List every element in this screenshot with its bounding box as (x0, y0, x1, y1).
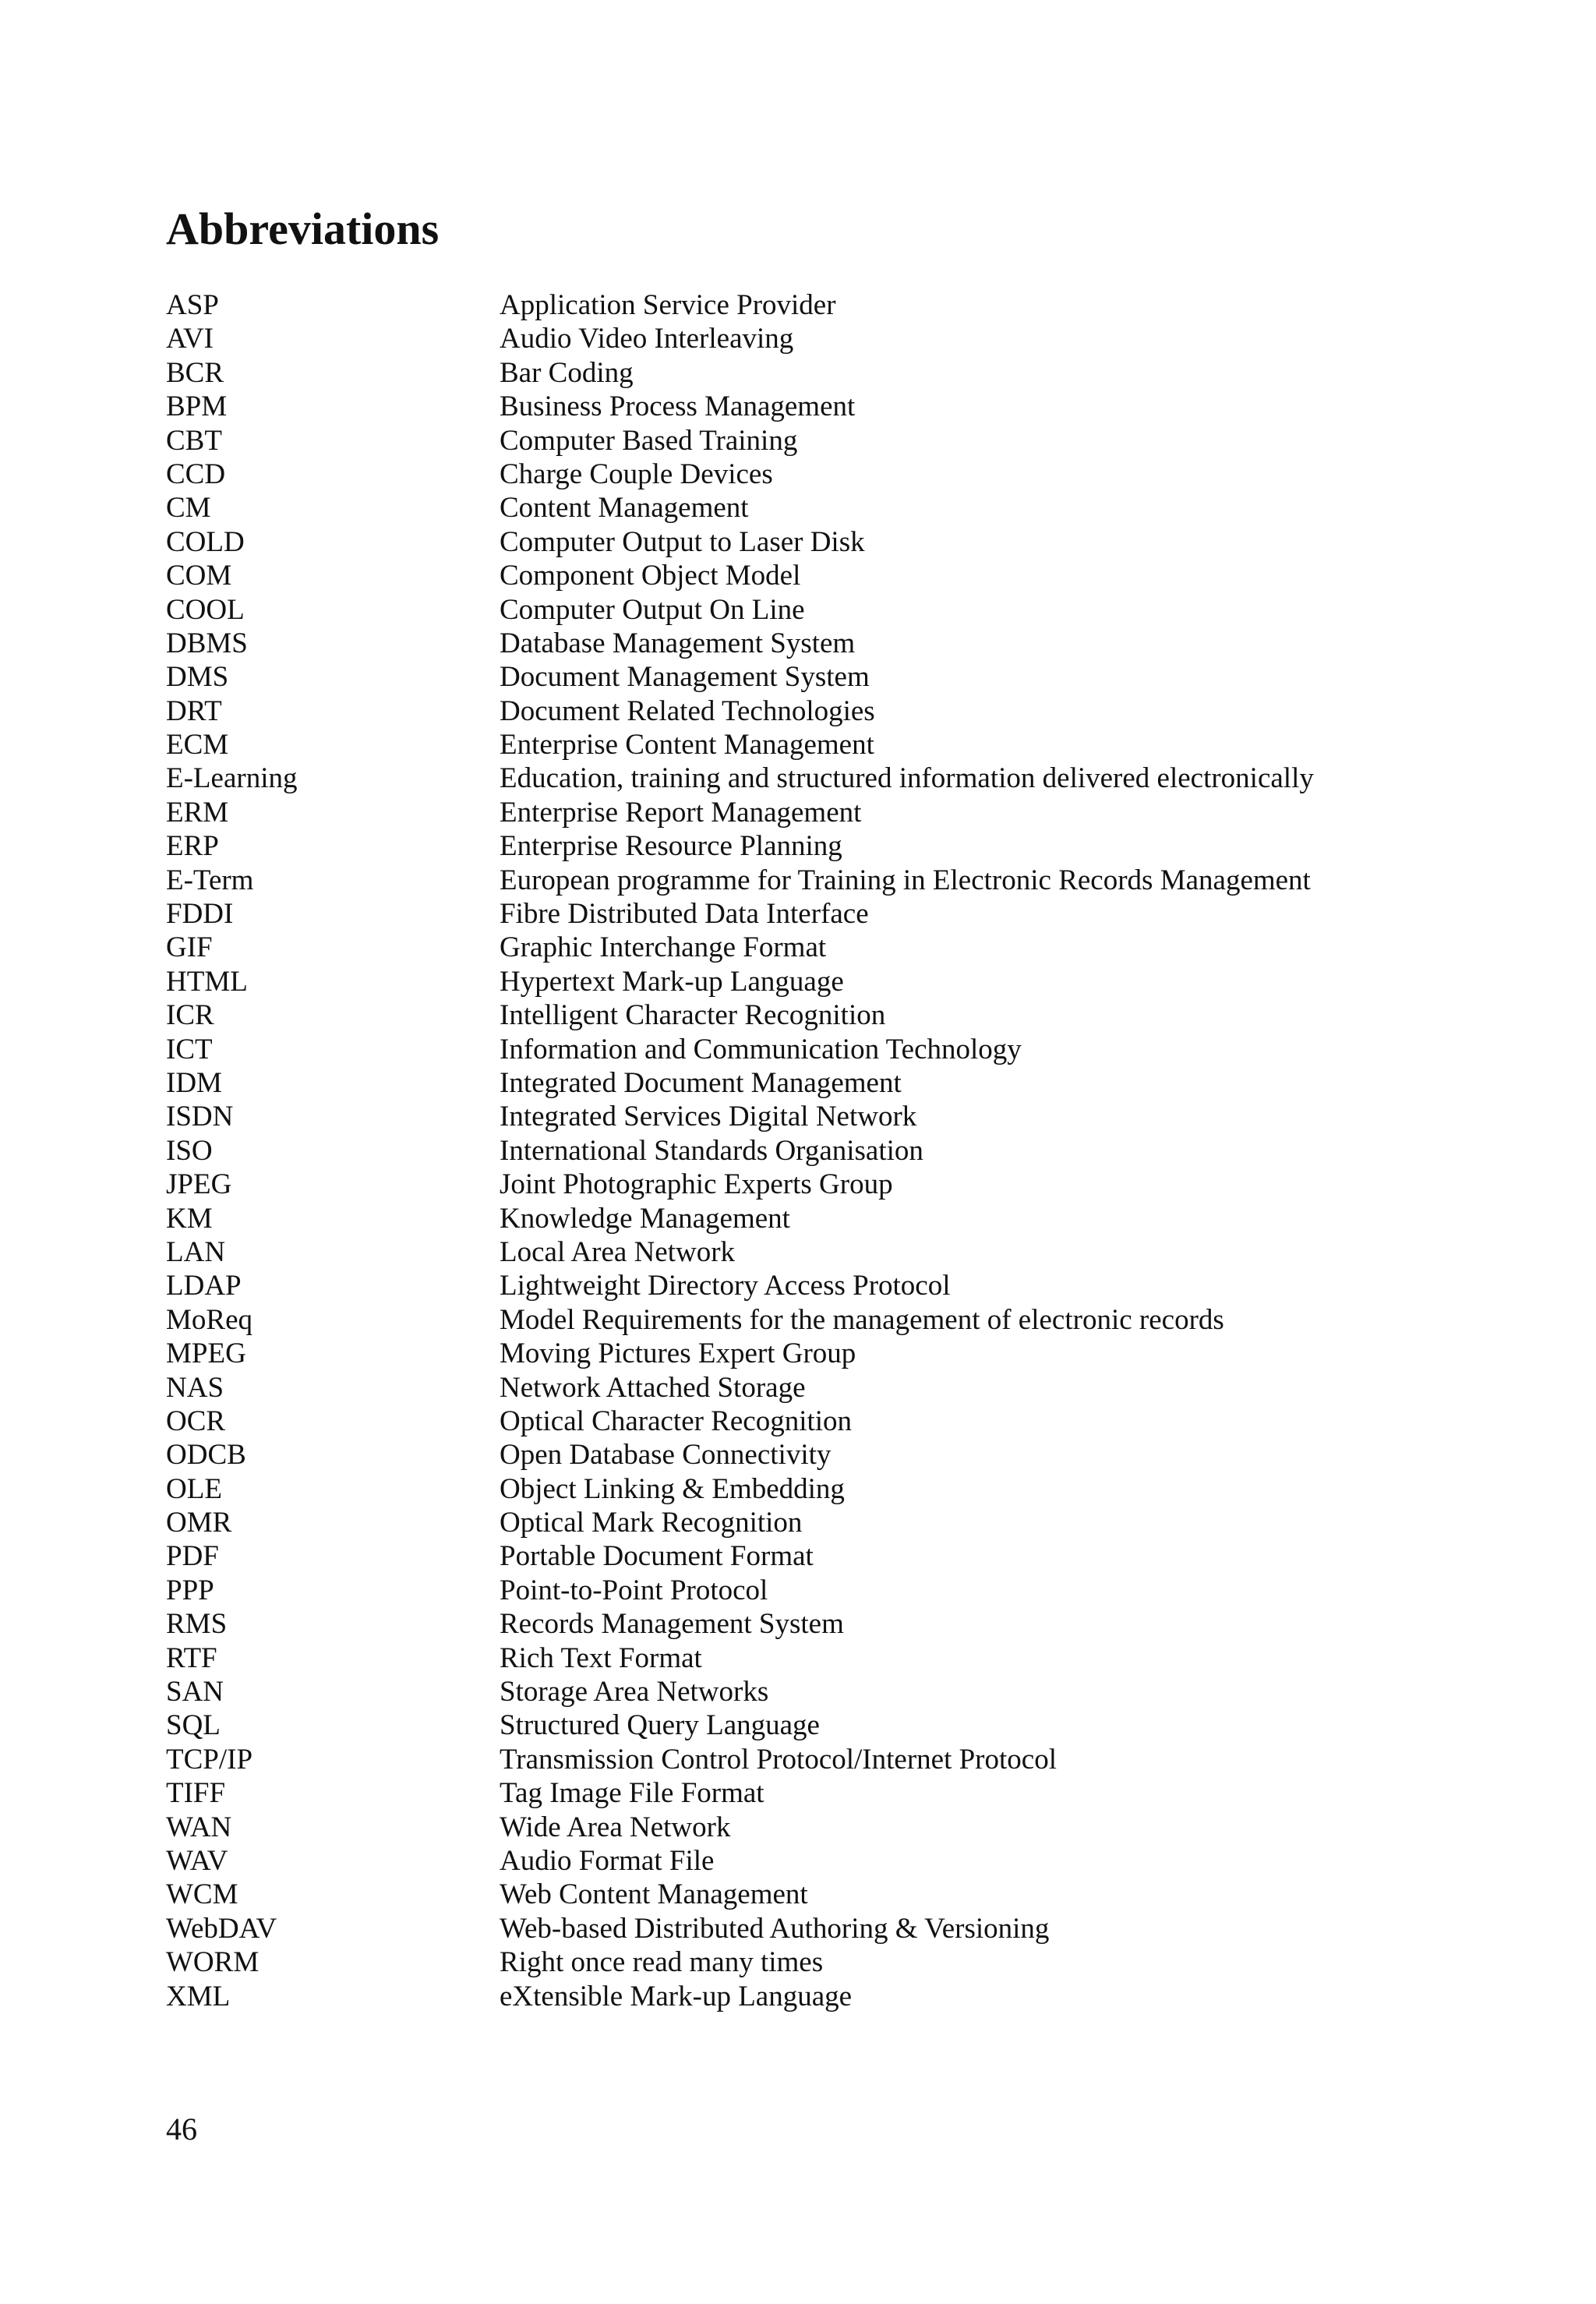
abbreviation-row (166, 1100, 1428, 1133)
abbreviation-term: NAS (166, 1371, 224, 1404)
abbreviation-term: OCR (166, 1405, 226, 1437)
abbreviation-definition: Business Process Management (500, 390, 856, 423)
abbreviation-row (166, 390, 1428, 423)
abbreviation-term: MPEG (166, 1338, 246, 1370)
abbreviation-definition: Tag Image File Format (500, 1777, 764, 1810)
abbreviation-row (166, 322, 1428, 355)
abbreviation-term: ASP (166, 289, 219, 321)
abbreviation-term: LAN (166, 1235, 226, 1268)
abbreviation-row (166, 424, 1428, 458)
abbreviation-definition: Information and Communication Technology (500, 1033, 1022, 1065)
abbreviation-definition: eXtensible Mark-up Language (500, 1980, 853, 2012)
abbreviation-term: PDF (166, 1540, 219, 1573)
abbreviation-term: AVI (166, 323, 214, 355)
abbreviation-term: OLE (166, 1472, 222, 1505)
abbreviation-row (166, 1811, 1428, 1844)
abbreviation-definition: Document Management System (500, 661, 870, 694)
abbreviation-term: KM (166, 1202, 213, 1235)
abbreviation-row (166, 1472, 1428, 1506)
abbreviation-row (166, 356, 1428, 390)
abbreviation-definition: Transmission Control Protocol/Internet Protocol (500, 1743, 1057, 1776)
abbreviation-term: ODCB (166, 1439, 246, 1472)
abbreviation-row (166, 525, 1428, 559)
abbreviation-definition: European programme for Training in Electronic Records Management (500, 864, 1311, 896)
abbreviation-term: ISO (166, 1134, 213, 1167)
abbreviation-definition: Charge Couple Devices (500, 458, 773, 490)
abbreviation-definition: Object Linking & Embedding (500, 1472, 845, 1505)
abbreviation-term: ERM (166, 796, 229, 829)
abbreviation-definition: Portable Document Format (500, 1540, 814, 1573)
abbreviation-definition: Web-based Distributed Authoring & Versioning (500, 1912, 1050, 1945)
page-title: Abbreviations (166, 203, 440, 254)
abbreviation-term: DMS (166, 661, 229, 694)
abbreviation-term: JPEG (166, 1168, 232, 1201)
abbreviation-term: SQL (166, 1709, 221, 1742)
abbreviation-definition: Knowledge Management (500, 1202, 790, 1235)
abbreviation-definition: Moving Pictures Expert Group (500, 1338, 856, 1370)
abbreviation-term: MoReq (166, 1303, 252, 1336)
abbreviation-row (166, 694, 1428, 728)
abbreviation-term: WebDAV (166, 1912, 277, 1945)
abbreviation-row (166, 288, 1428, 322)
abbreviation-term: TIFF (166, 1777, 226, 1810)
abbreviation-definition: Computer Based Training (500, 424, 798, 457)
abbreviation-term: SAN (166, 1676, 224, 1709)
abbreviation-row (166, 965, 1428, 998)
abbreviation-row (166, 1980, 1428, 2013)
abbreviation-row (166, 864, 1428, 897)
abbreviation-definition: Document Related Technologies (500, 694, 875, 727)
abbreviation-term: OMR (166, 1507, 232, 1539)
abbreviation-definition: Database Management System (500, 627, 856, 659)
abbreviation-term: HTML (166, 965, 248, 998)
abbreviation-row (166, 1539, 1428, 1573)
abbreviation-row (166, 1607, 1428, 1641)
abbreviation-definition: Optical Character Recognition (500, 1405, 853, 1437)
abbreviation-definition: Lightweight Directory Access Protocol (500, 1270, 951, 1302)
abbreviation-row (166, 627, 1428, 660)
abbreviation-term: PPP (166, 1574, 214, 1606)
abbreviation-row (166, 660, 1428, 694)
abbreviation-definition: Optical Mark Recognition (500, 1507, 803, 1539)
abbreviation-row (166, 559, 1428, 592)
abbreviation-definition: Network Attached Storage (500, 1371, 806, 1404)
abbreviation-row (166, 1033, 1428, 1066)
abbreviation-definition: International Standards Organisation (500, 1134, 923, 1167)
abbreviation-definition: Joint Photographic Experts Group (500, 1168, 893, 1201)
abbreviation-row (166, 1269, 1428, 1302)
abbreviation-term: ECM (166, 729, 229, 762)
abbreviation-term: LDAP (166, 1270, 242, 1302)
abbreviation-term: ERP (166, 830, 219, 863)
abbreviation-row (166, 491, 1428, 525)
abbreviation-definition: Fibre Distributed Data Interface (500, 898, 869, 931)
abbreviation-definition: Computer Output to Laser Disk (500, 525, 865, 558)
abbreviation-term: WCM (166, 1878, 238, 1911)
abbreviation-term: CBT (166, 424, 222, 457)
abbreviation-definition: Intelligent Character Recognition (500, 999, 886, 1032)
abbreviation-row (166, 1912, 1428, 1945)
abbreviation-definition: Enterprise Resource Planning (500, 830, 842, 863)
abbreviation-definition: Structured Query Language (500, 1709, 820, 1742)
abbreviation-definition: Integrated Services Digital Network (500, 1101, 917, 1133)
abbreviation-row (166, 1438, 1428, 1472)
abbreviation-row (166, 1844, 1428, 1878)
abbreviation-row (166, 728, 1428, 762)
abbreviation-term: DBMS (166, 627, 248, 659)
abbreviation-definition: Storage Area Networks (500, 1676, 769, 1709)
abbreviation-row (166, 1405, 1428, 1438)
abbreviation-definition: Rich Text Format (500, 1641, 702, 1674)
abbreviation-row (166, 1303, 1428, 1337)
abbreviation-row (166, 796, 1428, 829)
abbreviation-term: FDDI (166, 898, 234, 931)
abbreviation-definition: Wide Area Network (500, 1811, 731, 1843)
abbreviation-definition: Content Management (500, 492, 749, 525)
abbreviation-row (166, 1709, 1428, 1742)
abbreviation-term: ICT (166, 1033, 213, 1065)
abbreviation-row (166, 1235, 1428, 1269)
abbreviation-row (166, 1743, 1428, 1776)
abbreviation-row (166, 1641, 1428, 1675)
abbreviation-term: COOL (166, 593, 245, 626)
abbreviation-definition: Graphic Interchange Format (500, 931, 827, 964)
abbreviation-term: TCP/IP (166, 1743, 253, 1776)
abbreviation-row (166, 931, 1428, 964)
abbreviation-term: WAN (166, 1811, 232, 1843)
abbreviation-term: E-Learning (166, 762, 298, 795)
abbreviation-row (166, 458, 1428, 491)
abbreviation-row (166, 593, 1428, 627)
abbreviation-term: RMS (166, 1608, 228, 1641)
abbreviation-row (166, 1337, 1428, 1370)
abbreviation-term: BPM (166, 390, 228, 423)
abbreviation-list (166, 288, 1428, 2013)
abbreviation-row (166, 1675, 1428, 1709)
abbreviation-definition: Component Object Model (500, 560, 801, 592)
abbreviation-definition: Enterprise Report Management (500, 796, 862, 829)
abbreviation-term: RTF (166, 1641, 217, 1674)
abbreviation-term: CCD (166, 458, 226, 490)
abbreviation-definition: Application Service Provider (500, 289, 836, 321)
abbreviation-row (166, 1168, 1428, 1201)
abbreviation-row (166, 897, 1428, 931)
abbreviation-term: E-Term (166, 864, 254, 896)
abbreviation-definition: Enterprise Content Management (500, 729, 874, 762)
abbreviation-row (166, 1066, 1428, 1100)
abbreviation-definition: Audio Video Interleaving (500, 323, 794, 355)
abbreviation-term: COLD (166, 525, 245, 558)
abbreviation-term: COM (166, 560, 232, 592)
abbreviation-row (166, 998, 1428, 1032)
abbreviation-term: WAV (166, 1844, 228, 1877)
abbreviation-term: WORM (166, 1946, 260, 1979)
abbreviation-term: IDM (166, 1066, 222, 1099)
abbreviation-row (166, 1506, 1428, 1539)
abbreviation-row (166, 1134, 1428, 1168)
abbreviation-definition: Right once read many times (500, 1946, 824, 1979)
abbreviation-term: CM (166, 492, 211, 525)
page-number: 46 (166, 2111, 197, 2147)
abbreviation-row (166, 762, 1428, 795)
abbreviation-definition: Records Management System (500, 1608, 844, 1641)
abbreviation-definition: Open Database Connectivity (500, 1439, 832, 1472)
abbreviation-term: BCR (166, 356, 224, 389)
abbreviation-term: ICR (166, 999, 214, 1032)
abbreviation-definition: Hypertext Mark-up Language (500, 965, 844, 998)
abbreviation-row (166, 1574, 1428, 1607)
abbreviation-definition: Point-to-Point Protocol (500, 1574, 768, 1606)
abbreviation-definition: Audio Format File (500, 1844, 715, 1877)
abbreviation-row (166, 1945, 1428, 1979)
abbreviation-row (166, 1202, 1428, 1235)
abbreviation-definition: Integrated Document Management (500, 1066, 902, 1099)
abbreviation-definition: Computer Output On Line (500, 593, 805, 626)
abbreviation-definition: Model Requirements for the management of electronic records (500, 1303, 1224, 1336)
abbreviation-definition: Bar Coding (500, 356, 634, 389)
abbreviation-row (166, 1878, 1428, 1911)
abbreviation-term: GIF (166, 931, 213, 964)
abbreviation-term: DRT (166, 694, 222, 727)
abbreviation-definition: Local Area Network (500, 1235, 736, 1268)
abbreviation-definition: Web Content Management (500, 1878, 808, 1911)
abbreviation-definition: Education, training and structured information delivered electronically (500, 762, 1314, 795)
abbreviation-term: XML (166, 1980, 231, 2012)
abbreviation-row (166, 1371, 1428, 1405)
abbreviation-term: ISDN (166, 1101, 234, 1133)
abbreviation-row (166, 829, 1428, 863)
abbreviation-row (166, 1776, 1428, 1810)
